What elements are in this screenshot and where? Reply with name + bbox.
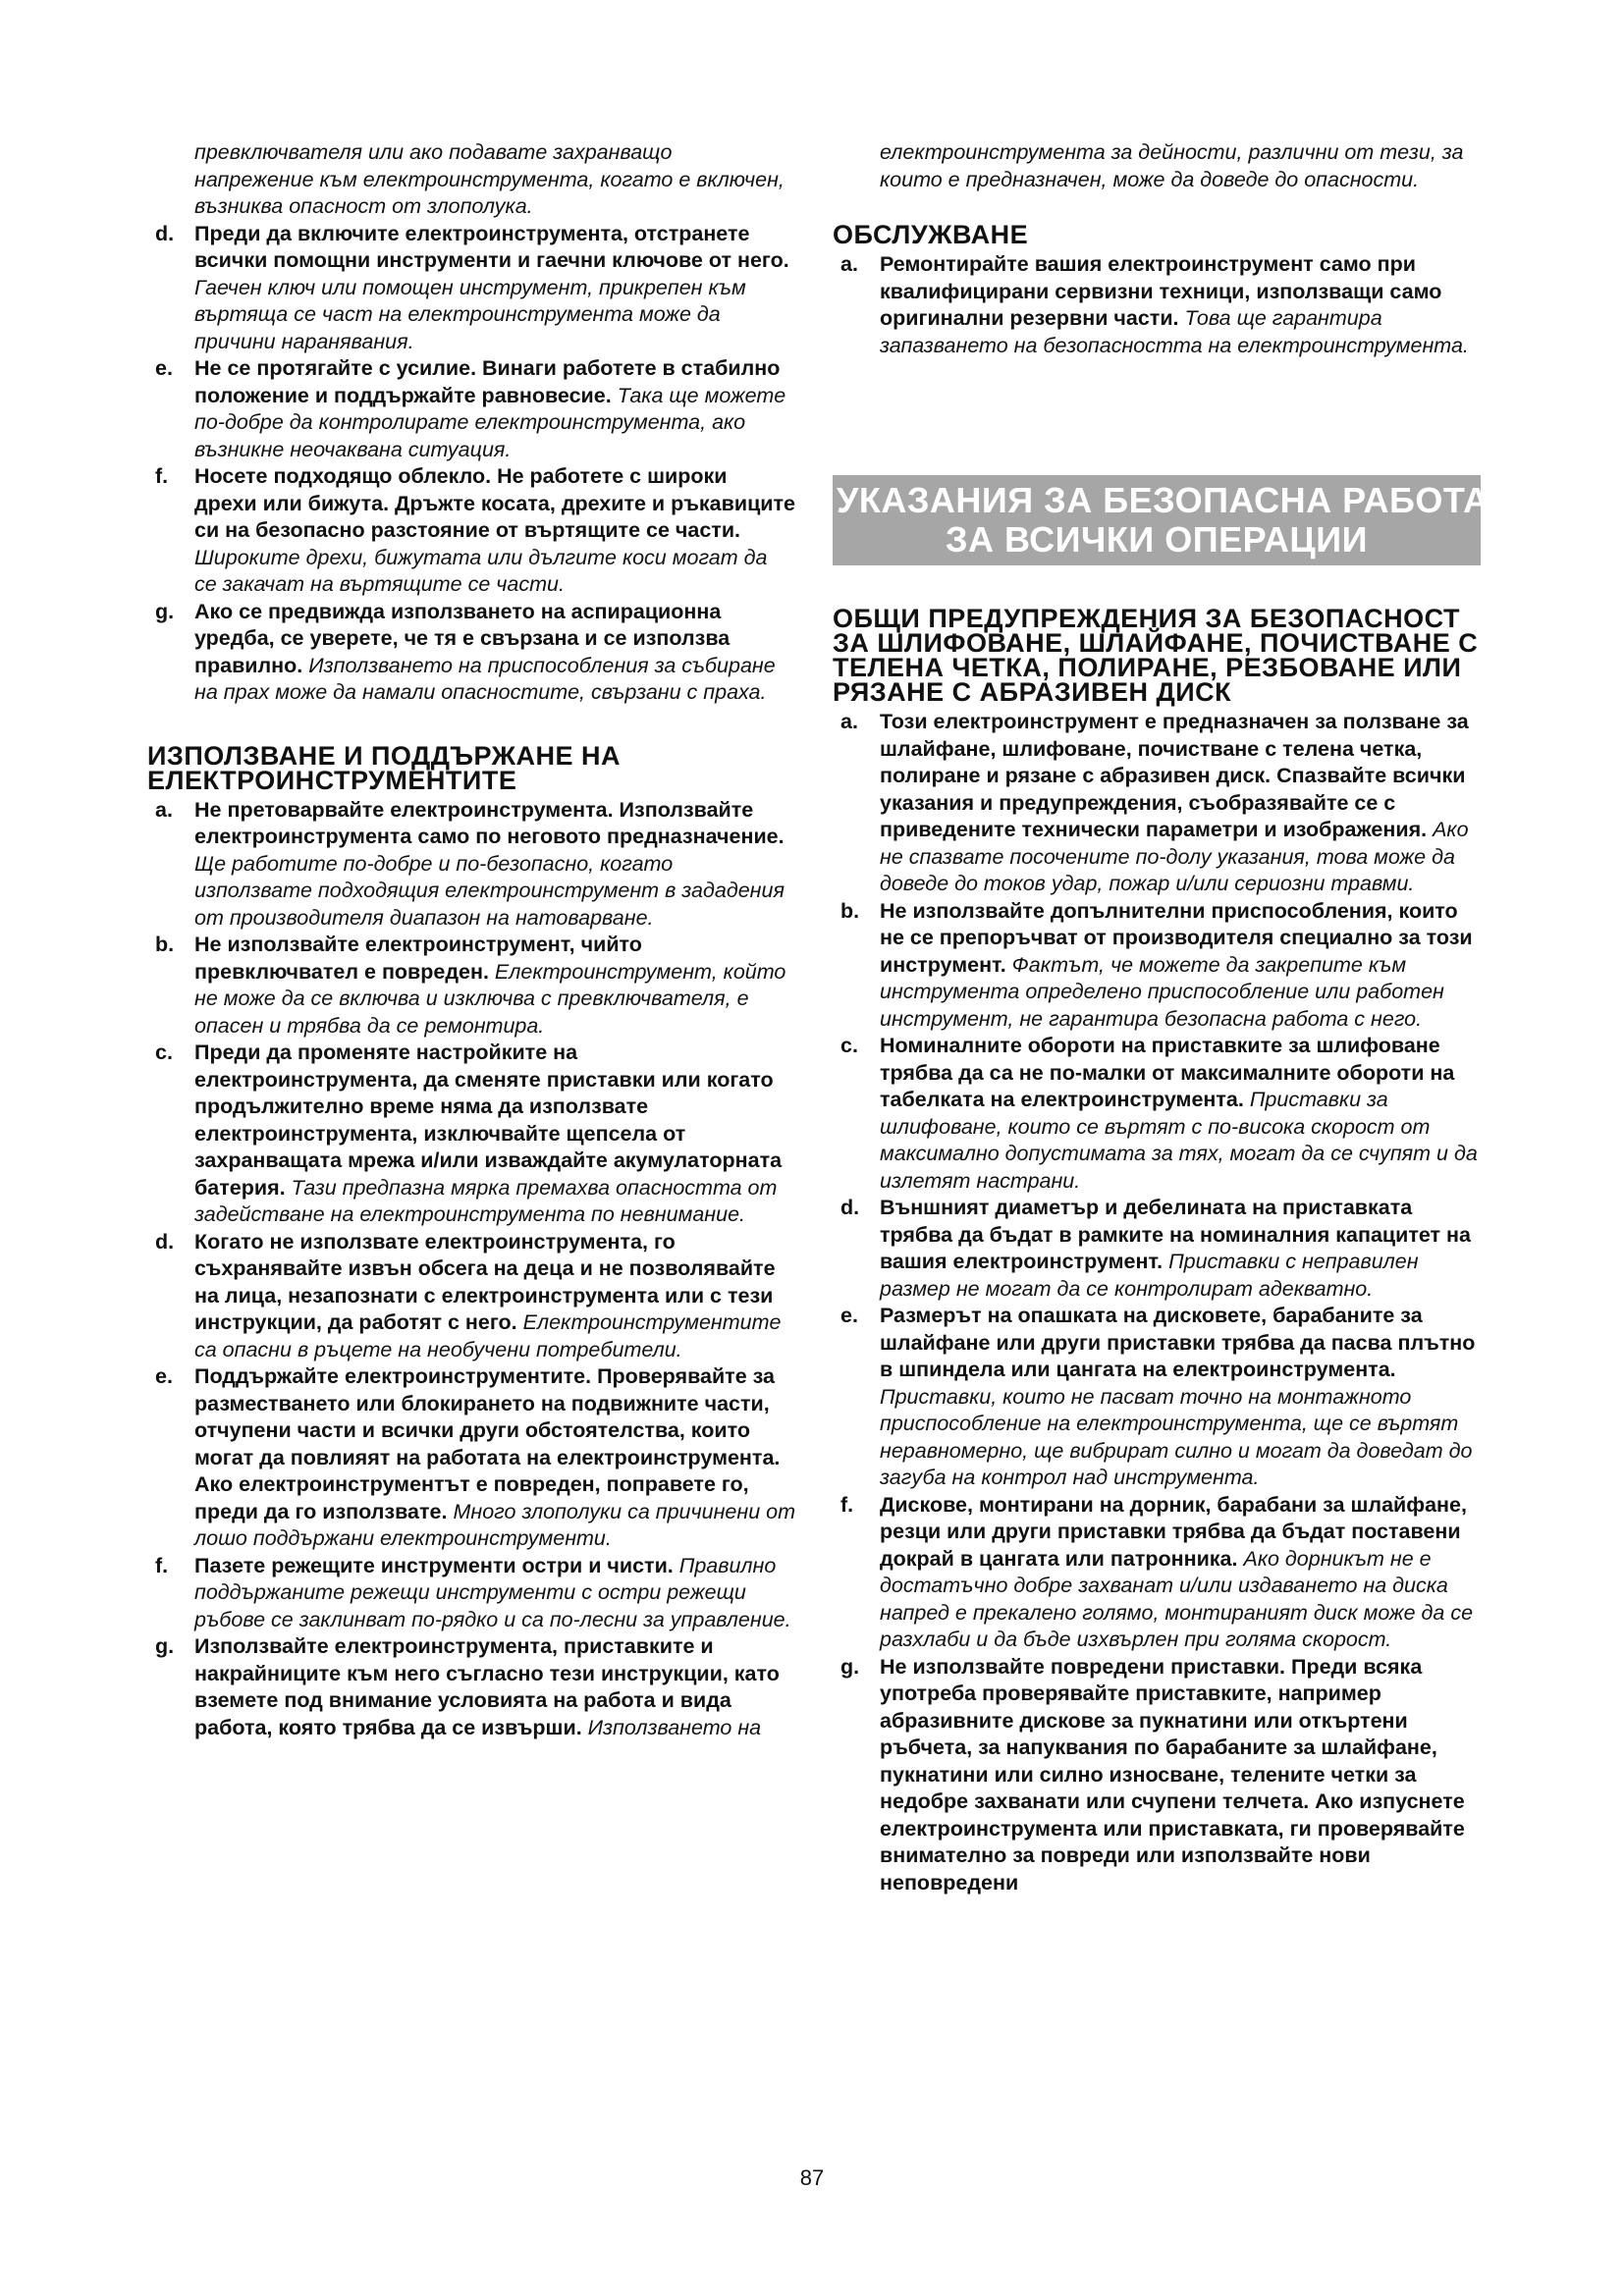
list-item: b. Не използвайте допълнителни приспособления, които не се препоръчват от производителя специално за този инструмент. Фактът, че можете да закрепите към инструмента определено приспособление или работен инструмент, не гарантира безопасна работа с него. (840, 898, 1473, 1031)
service-list (833, 251, 1481, 359)
right-column (833, 139, 1489, 1896)
safety-banner: УКАЗАНИЯ ЗА БЕЗОПАСНА РАБОТА ЗА ВСИЧКИ ОПЕРАЦИИ (833, 475, 1481, 565)
list-item: d. Външният диаметър и дебелината на приставката трябва да бъдат в рамките на номиналния капацитет на вашия електроинструмент. Приставки с неправилен размер не могат да се контролират адекватно. (840, 1196, 1471, 1301)
warnings-list (833, 709, 1481, 1896)
page-number: 87 (799, 2165, 825, 2190)
list-item: e. Поддържайте електроинструментите. Проверявайте за разместването или блокирането на подвижните части, отчупени части и всички други обстоятелства, които могат да повлияят на работата на електроинструмента. Ако електроинструментът е повреден, поправете го, преди да го използвате. Много злополуки са причинени от лошо поддържани електроинструменти. (155, 1364, 796, 1550)
list-item: g. Ако се предвижда използването на аспирационна уредба, се уверете, че тя е свързана и се използва правилно. Използването на приспособления за събиране на прах може да намали опасностите, свързани с праха. (155, 599, 776, 704)
list-item: b. Не използвайте електроинструмент, чийто превключвател е повреден. Електроинструмент, който не може да се включва и изключва с превключвателя, е опасен и трябва да се ремонтира. (155, 933, 786, 1038)
safety-list-top (147, 221, 795, 707)
list-item: a. Ремонтирайте вашия електроинструмент само при квалифицирани сервизни техници, използващи само оригинални резервни части. Това ще гарантира запазването на безопасността на електроинструмента. (840, 252, 1469, 357)
list-item: f. Дискове, монтирани на дорник, барабани за шлайфане, резци или други приставки трябва да бъдат поставени докрай в цангата или патронника. Ако дорникът не е достатъчно добре захванат и/или издаването на диска напред е прекалено голямо, монтираният диск може да се разхлаби и да бъде изхвърлен при голяма скорост. (840, 1492, 1474, 1651)
list-item: e. Не се протягайте с усилие. Винаги работете в стабилно положение и поддържайте равновесие. Така ще можете по-добре да контролирате електроинструмента, ако възникне неочаквана ситуация. (155, 356, 786, 461)
list-item: d. Когато не използвате електроинструмента, го съхранявайте извън обсега на деца и не позволявайте на лица, незапознати с електроинструмента или с тези инструкции, да работят с него. Електроинструментите са опасни в ръцете на необучени потребители. (155, 1229, 782, 1362)
safety-list-usage (147, 797, 795, 1742)
list-item: g. Не използвайте повредени приставки. Преди всяка употреба проверявайте приставките, например абразивните дискове за пукнатини или откъртени ръбчета, за напуквания по барабаните за шлайфане, пукнатини или силно износване, телените четки за недобре захванати или счупени телчета. Ако изпуснете електроинструмента или приставката, ги проверявайте внимателно за повреди или използвайте нови неповредени (840, 1654, 1465, 1895)
list-item: g. Използвайте електроинструмента, приставките и накрайниците към него съгласно тези инструкции, като вземете под внимание условията на работа и вида работа, която трябва да се извърши. Използването на (155, 1634, 780, 1739)
section-heading-service: ОБСЛУЖВАНЕ (833, 220, 1029, 249)
list-item: c. Номиналните обороти на приставките за шлифоване трябва да са не по-малки от максималните обороти на табелката на електроинструмента. Приставки за шлифоване, които се въртят с по-висока скорост от максимално допустимата за тях, могат да се счупят и да излетят настрани. (840, 1034, 1478, 1193)
list-item: a. Този електроинструмент е предназначен за ползване за шлайфане, шлифоване, почистване с телена четка, полиране и рязане с абразивен диск. Спазвайте всички указания и предупреждения, съобразявайте се с приведените технически параметри и изображения. Ако не спазвате посочените по-долу указания, това може да доведе до токов удар, пожар и/или сериозни травми. (840, 710, 1469, 895)
list-item: d. Преди да включите електроинструмента, отстранете всички помощни инструменти и гаечни ключове от него. Гаечен ключ или помощен инструмент, прикрепен към въртяща се част на електроинструмента може да причини наранявания. (155, 221, 789, 353)
list-item: f. Пазете режещите инструменти остри и чисти. Правилно поддържаните режещи инструменти с остри режещи ръбове се заклинват по-рядко и са по-лесни за управление. (155, 1553, 791, 1631)
continued-text: електроинструмента за дейности, различни от тези, за които е предназначен, може да доведе до опасности. (880, 140, 1464, 191)
continued-text: превключвателя или ако подавате захранващо напрежение към електроинструмента, когато е включен, възниква опасност от злополука. (194, 140, 785, 218)
section-heading-usage: ИЗПОЛЗВАНЕ И ПОДДЪРЖАНЕ НА ЕЛЕКТРОИНСТРУМЕНТИТЕ (147, 740, 622, 795)
list-item: f. Носете подходящо облекло. Не работете с широки дрехи или бижута. Дръжте косата, дрехите и ръкавиците си на безопасно разстояние от въртящите се части. Широките дрехи, бижутата или дългите коси могат да се закачат на въртящите се части. (155, 464, 795, 596)
section-heading-warnings: ОБЩИ ПРЕДУПРЕЖДЕНИЯ ЗА БЕЗОПАСНОСТ ЗА ШЛИФОВАНЕ, ШЛАЙФАНЕ, ПОЧИСТВАНЕ С ТЕЛЕНА ЧЕТКА, ПОЛИРАНЕ, РЕЗБОВАНЕ ИЛИ РЯЗАНЕ С АБРАЗИВЕН ДИСК (833, 604, 1479, 707)
left-column (147, 139, 795, 1741)
list-item: c. Преди да променяте настройките на електроинструмента, да сменяте приставки или когато продължително време няма да използвате електроинструмента, изключвайте щепсела от захранващата мрежа и/или изваждайте акумулаторната батерия. Тази предпазна мярка премахва опасността от задействане на електроинструмента по невнимание. (155, 1041, 783, 1226)
list-item: a. Не претоварвайте електроинструмента. Използвайте електроинструмента само по неговото предназначение. Ще работите по-добре и по-безопасно, когато използвате подходящия електроинструмент в зададения от производителя диапазон на натоварване. (155, 797, 785, 930)
list-item: e. Размерът на опашката на дисковете, барабаните за шлайфане или други приставки трябва да пасва плътно в шпиндела или цангата на електроинструмента. Приставки, които не пасват точно на монтажното приспособление на електроинструмента, ще се въртят неравномерно, ще вибрират силно и могат да доведат до загуба на контрол над инструмента. (840, 1304, 1476, 1489)
